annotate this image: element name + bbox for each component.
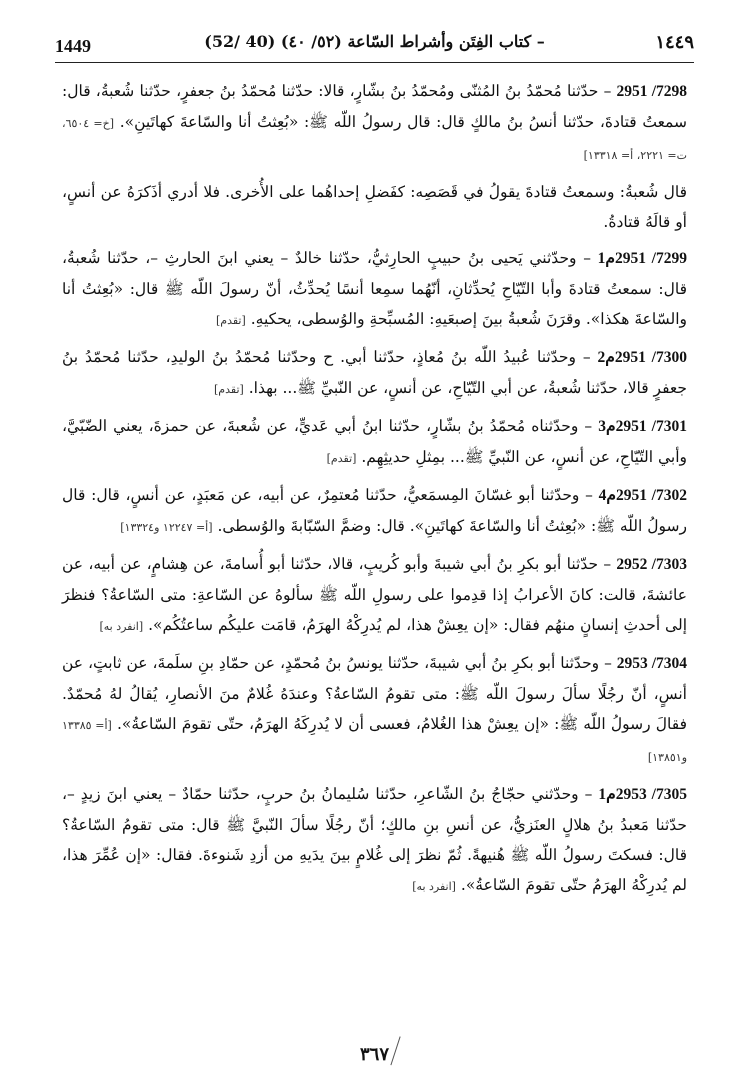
footer-page-number: ٣٦٧ xyxy=(359,1044,389,1065)
hadith-number: 7303/ 2952 xyxy=(616,556,687,573)
hadith-text: – حدّثنا أبو بكرِ بنُ أبي شيبةَ وأبو كُريبٍ، قالا، حدّثنا أبو أُسامةَ، عن هِشامٍ، عن أبيه، عن عائشةَ، قالت: كانَ الأعرابُ إذا قدِموا على رسولِ اللّه ﷺ سألوهُ عن السّاعةِ: متى السّاعةُ؟ فنظرَ إلى أحدثِ إنسانٍ منهُم فقال: «إن يعِشْ هذا، لم يُدرِكْهُ الهرَمُ، قامَت عليكُم ساعتُكُم». xyxy=(62,555,687,634)
hadith-number: 7300/ 2951م2 xyxy=(597,349,687,366)
hadith-text-body xyxy=(62,76,687,908)
page-number-arabic: ١٤٤٩ xyxy=(655,32,694,53)
cross-reference: [تقدم] xyxy=(214,383,244,396)
hadith-entry xyxy=(62,76,687,171)
hadith-text: – وحدّثناه مُحمّدُ بنُ بشّارٍ، حدّثنا ابنُ أبي عَديٍّ، عن شُعبةَ، عن حمزةَ، يعني الضّبّيَّ، وأبي التّيّاحِ، عن أنسٍ، عن النّبيِّ ﷺ... بمِثلِ حديثِهِم. xyxy=(62,417,687,466)
hadith-number: 7298/ 2951 xyxy=(616,83,687,100)
hadith-text: – وحدّثني يَحيى بنُ حبيبٍ الحارِثيُّ، حدّثنا خالدٌ – يعني ابنَ الحارثِ –، حدّثنا شُعبةُ، قال: سمعتُ قتادةَ وأبا التّيّاحِ يُحدِّثانِ، أنّهُما سمِعا أنسًا يُحدِّثُ، أنّ رسولَ اللّه ﷺ قال: «بُعِثتُ أنا والسّاعةَ هكذا». وقرَنَ شُعبةُ بينَ إصبعَيهِ: المُسبِّحةِ والوُسطى، يحكيهِ. xyxy=(62,249,687,328)
cross-reference: [انفرد به] xyxy=(412,880,456,893)
hadith-entry xyxy=(62,243,687,336)
hadith-entry xyxy=(62,779,687,902)
hadith-text: – وحدّثنا أبو بكرِ بنُ أبي شيبةَ، حدّثنا يونسُ بنُ مُحمّدٍ، عن حمّادِ بنِ سلَمةَ، عن ثابتٍ، عن أنسٍ، أنّ رجُلًا سألَ رسولَ اللّه ﷺ: متى تقومُ السّاعةُ؟ وعندَهُ غُلامٌ منَ الأنصارِ، يُقالُ لهُ مُحمّدٌ. فقالَ رسولُ اللّه ﷺ: «إن يعِشْ هذا الغُلامُ، فعسى أن لا يُدرِكَهُ الهرَمُ، حتّى تقومَ السّاعةُ». xyxy=(62,654,687,733)
running-title-index: (40 /52) xyxy=(204,32,276,51)
cross-reference: [أ= ١٢٢٤٧ و١٣٣٢٤] xyxy=(120,521,213,534)
page-footer xyxy=(0,1044,749,1065)
hadith-number: 7299/ 2951م1 xyxy=(597,250,687,267)
hadith-text: – وحدّثنا عُبيدُ اللّه بنُ مُعاذٍ، حدّثنا أبي. ح وحدّثنا مُحمّدُ بنُ الوليدِ، حدّثنا مُحمّدُ بنُ جعفرٍ قالا، حدّثنا شُعبةُ، عن أبي التّيّاحِ، عن أنسٍ، عن النّبيِّ ﷺ... بهذا. xyxy=(62,348,687,397)
cross-reference: [خ= ٦٥٠٤، ت= ٢٢٢١، أ= ١٣٣١٨] xyxy=(62,117,687,162)
hadith-entry xyxy=(62,411,687,474)
header-rule xyxy=(55,62,694,63)
hadith-text: – حدّثنا مُحمّدُ بنُ المُثنّى ومُحمّدُ بنُ بشّارٍ، قالا: حدّثنا مُحمّدُ بنُ جعفرٍ، حدّثنا شُعبةُ، قال: سمعتُ قتادةَ، حدّثنا أنسُ بنُ مالكٍ قال: قال رسولُ اللّه ﷺ: «بُعِثتُ أنا والسّاعةَ كهاتَينِ». xyxy=(62,82,687,131)
cross-reference: [تقدم] xyxy=(326,452,357,465)
cross-reference: [أ= ١٣٣٨٥ و١٣٨٥١] xyxy=(62,719,687,764)
running-title-text: – كتاب الفِتَن وأشراط السّاعة (٥٢/ ٤٠) xyxy=(280,32,545,51)
hadith-entry xyxy=(62,342,687,405)
running-title xyxy=(145,32,604,51)
hadith-entry xyxy=(62,480,687,543)
hadith-entry xyxy=(62,549,687,642)
hadith-number: 7302/ 2951م4 xyxy=(598,487,687,504)
cross-reference: [تقدم] xyxy=(215,314,246,327)
hadith-entry xyxy=(62,177,687,237)
hadith-number: 7305/ 2953م1 xyxy=(598,786,687,803)
page-header xyxy=(55,30,694,60)
hadith-text: قال شُعبةُ: وسمعتُ قتادةَ يقولُ في قَصَصِه: كفَضلِ إحداهُما على الأُخرى. فلا أدري أذَكرَهُ عن أنسٍ، أو قالَهُ قتادةُ. xyxy=(62,183,687,231)
hadith-number: 7304/ 2953 xyxy=(616,655,687,672)
hadith-entry xyxy=(62,648,687,773)
cross-reference: [انفرد به] xyxy=(99,620,144,633)
hadith-number: 7301/ 2951م3 xyxy=(598,418,687,435)
hadith-text: – وحدّثنا أبو غسّانَ المِسمَعيُّ، حدّثنا مُعتمِرٌ، عن أبيه، عن مَعبَدٍ، عن أنسٍ، قال: قال رسولُ اللّه ﷺ: «بُعِثتُ أنا والسّاعةَ كهاتَينِ». قال: وضمَّ السّبّابةَ والوُسطى. xyxy=(62,486,687,535)
hadith-text: – وحدّثني حجّاجُ بنُ الشّاعرِ، حدّثنا سُليمانُ بنُ حربٍ، حدّثنا حمّادٌ – يعني ابنَ زيدٍ –، حدّثنا مَعبدُ بنُ هلالٍ العنَزيُّ، عن أنسِ بنِ مالكٍ؛ أنّ رجُلًا سألَ النّبيَّ ﷺ قال: متى تقومُ السّاعةُ؟ قال: فسكتَ رسولُ اللّه ﷺ هُنيهةً. ثُمّ نظرَ إلى غُلامٍ بينَ يدَيهِ من أزدِ شَنوءةَ. فقال: «إن عُمِّرَ هذا، لم يُدرِكْهُ الهرَمُ حتّى تقومَ السّاعةُ». xyxy=(62,785,687,894)
page-number-latin: 1449 xyxy=(55,36,91,56)
